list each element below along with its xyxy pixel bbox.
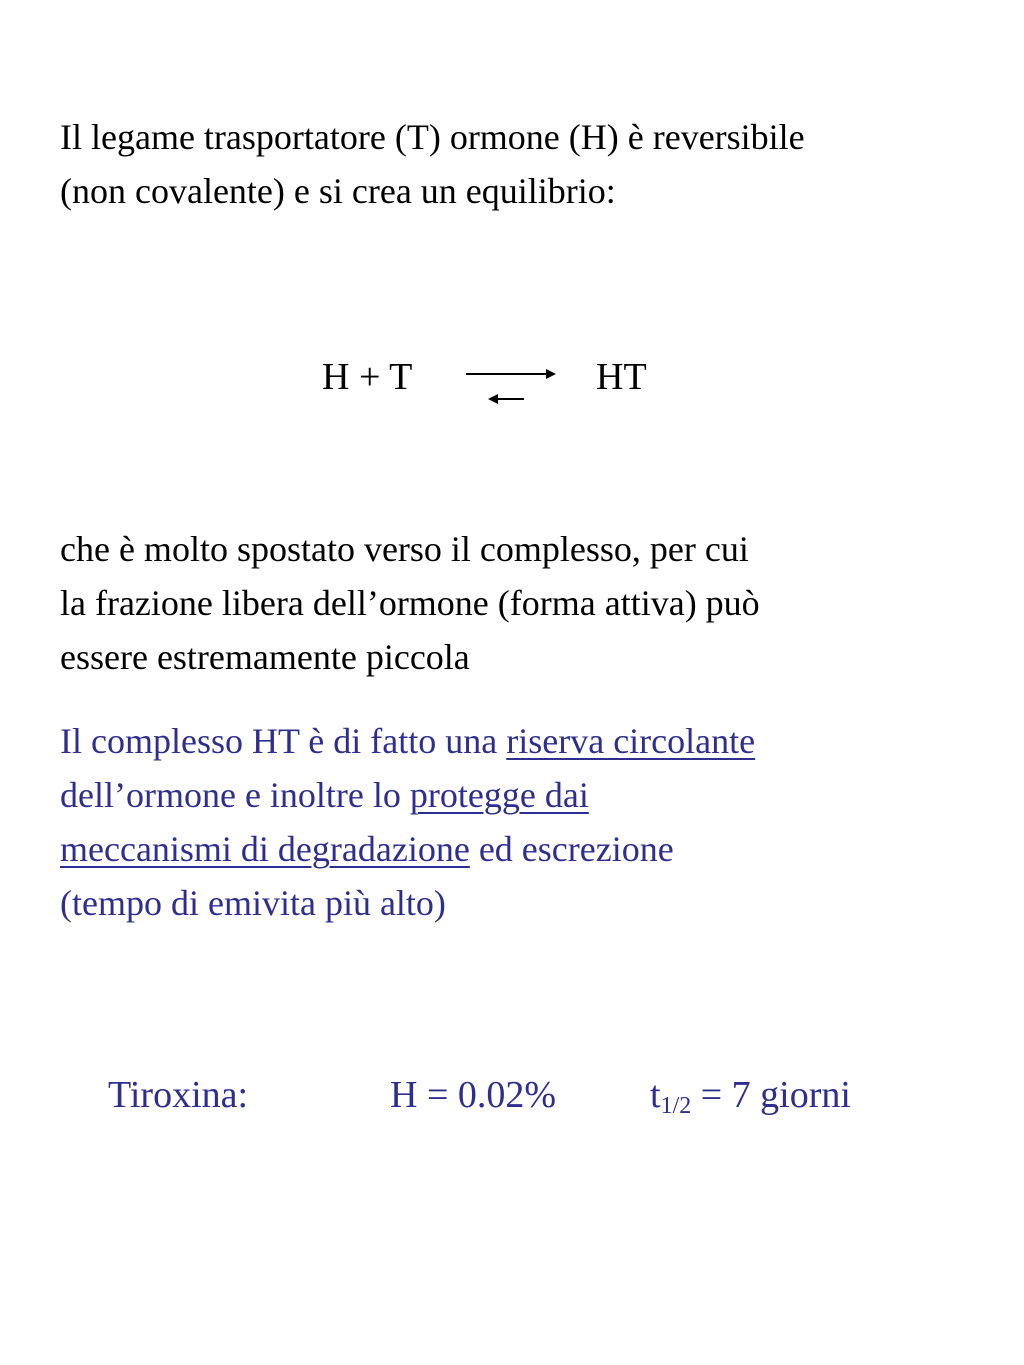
reserve-paragraph: [60, 714, 980, 930]
reserve-underline-1: riserva circolante: [506, 721, 756, 761]
tiroxina-free-fraction: H = 0.02%: [390, 1074, 557, 1116]
equation-reactants: H + T: [322, 356, 413, 398]
intro-line-1: Il legame trasportatore (T) ormone (H) è reversibile: [60, 117, 805, 157]
reserve-text-3: ed escrezione: [469, 829, 674, 869]
half-life-symbol: t: [650, 1074, 661, 1116]
reserve-text-2: dell’ormone e inoltre lo: [60, 775, 410, 815]
tiroxina-half-life: [650, 1068, 851, 1122]
equilibrium-line-1: che è molto spostato verso il complesso, per cui: [60, 529, 749, 569]
reserve-text-1: Il complesso HT è di fatto una: [60, 721, 507, 761]
equation-product: HT: [596, 356, 647, 398]
equilibrium-line-2: la frazione libera dell’ormone (forma attiva) può: [60, 583, 760, 623]
reserve-underline-2a: protegge dai: [409, 775, 589, 815]
half-life-value: = 7 giorni: [691, 1074, 851, 1116]
reserve-underline-2b: meccanismi di degradazione: [60, 829, 470, 869]
half-life-subscript: 1/2: [660, 1093, 692, 1119]
intro-line-2: (non covalente) e si crea un equilibrio:: [60, 171, 616, 211]
tiroxina-label: Tiroxina:: [108, 1074, 249, 1116]
equilibrium-paragraph: [60, 522, 980, 684]
equilibrium-line-3: essere estremamente piccola: [60, 637, 470, 677]
reserve-text-4: (tempo di emivita più alto): [60, 883, 446, 923]
intro-paragraph: [60, 110, 980, 218]
equilibrium-arrows-icon: [462, 360, 558, 410]
